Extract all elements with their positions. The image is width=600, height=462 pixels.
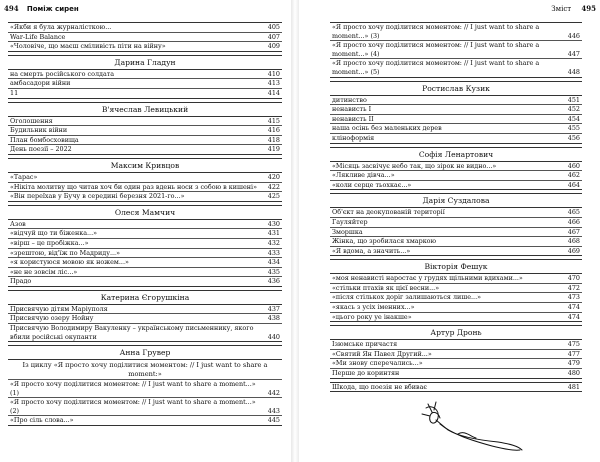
entry-title: кліноформія (332, 133, 375, 142)
entry-title: «Святий Ян Павел Другий...» (332, 349, 432, 358)
entry-page-number: 448 (567, 67, 580, 76)
entry-title: «зрештою, від'їж по Мадриду...» (10, 248, 120, 257)
entry-title: «коли серце тьохкає...» (332, 180, 412, 189)
toc-section (330, 259, 582, 322)
entry-page-number: 414 (267, 88, 280, 97)
toc-entry[interactable] (330, 349, 582, 359)
entry-title: План бомбосховища (10, 135, 79, 144)
entry-page-number: 475 (567, 340, 580, 349)
toc-section (8, 55, 282, 99)
entry-page-number: 413 (267, 79, 280, 88)
entry-title: амбасадори війни (10, 79, 71, 88)
left-running-title: Поміж сирен (26, 5, 79, 13)
entry-title: Присвячую Володимиру Вакуленку – українському письменнику, якого вбили російські окупанти (10, 324, 254, 341)
entry-page-number: 480 (567, 369, 580, 378)
entry-page-number: 455 (567, 124, 580, 133)
entry-page-number: 447 (567, 49, 580, 58)
entry-title: «Ми знову сперечались...» (332, 359, 423, 368)
left-page (0, 0, 290, 462)
author-heading: Олеся Мамчич (8, 206, 282, 220)
entry-title: «Лякливе дівча...» (332, 171, 395, 180)
entry-title: «вірш – це пробіжка...» (10, 238, 89, 247)
toc-section (330, 81, 582, 144)
entry-page-number: 432 (267, 238, 280, 247)
toc-entry[interactable] (8, 88, 282, 98)
toc-entry[interactable] (330, 208, 582, 217)
entry-page-number: 431 (267, 229, 280, 238)
toc-entry[interactable] (330, 340, 582, 349)
entry-title: «Я просто хочу поділитися моментом: // I just want to share a moment...» (1) (10, 380, 256, 397)
entry-page-number: 456 (567, 133, 580, 142)
entry-page-number: 443 (267, 406, 280, 415)
entry-title: Будильник війни (10, 126, 68, 135)
entry-title: «Нікіта молитву що читав хоч би один раз вдень носи з собою в кишені» (10, 182, 257, 191)
entry-page-number: 464 (567, 180, 580, 189)
toc-entry[interactable] (330, 227, 582, 237)
entry-page-number: 481 (567, 382, 580, 391)
entry-page-number: 435 (267, 267, 280, 276)
toc-section (330, 382, 582, 393)
toc-entry[interactable] (8, 117, 282, 126)
toc-entry[interactable] (330, 358, 582, 368)
entry-page-number: 474 (567, 312, 580, 321)
entry-title: «Він переїхав у Бучу в середині березня 2021-го...» (10, 192, 185, 201)
entry-title: Жінка, що зробилася хмаркою (332, 237, 437, 246)
entry-page-number: 410 (267, 69, 280, 78)
entry-title: Шкода, що поезія не вбиває (332, 382, 428, 391)
toc-entry[interactable] (8, 313, 282, 323)
toc-entry[interactable] (8, 173, 282, 182)
entry-title: «я користуюся мовою як ножем...» (10, 258, 129, 267)
toc-entry[interactable] (330, 217, 582, 227)
toc-entry[interactable] (8, 70, 282, 79)
toc-entry[interactable] (8, 144, 282, 154)
entry-page-number: 405 (267, 23, 280, 31)
toc-entry[interactable] (8, 415, 282, 425)
entry-title: «після стількох доріг залишаються лише...» (332, 293, 482, 302)
entry-page-number: 440 (267, 332, 280, 341)
toc-entry[interactable] (330, 114, 582, 124)
entry-page-number: 460 (567, 161, 580, 170)
toc-entry[interactable] (330, 96, 582, 105)
entry-page-number: 433 (267, 248, 280, 257)
entry-page-number: 420 (267, 172, 280, 181)
entry-page-number: 467 (567, 227, 580, 236)
entry-title: Оголошення (10, 116, 53, 125)
toc-entry[interactable] (8, 135, 282, 145)
entry-title: «Я просто хочу поділитися моментом: // I just want to share a moment...» (2) (10, 398, 256, 415)
entry-page-number: 436 (267, 277, 280, 286)
toc-entry[interactable] (8, 228, 282, 238)
toc-entry[interactable] (8, 305, 282, 314)
entry-title: наша осінь без маленьких дерев (332, 124, 442, 133)
author-heading: Дарія Суздалова (330, 194, 582, 208)
entry-page-number: 472 (567, 283, 580, 292)
entry-page-number: 419 (267, 145, 280, 154)
entry-title: Прадо (10, 277, 32, 286)
entry-title: 11 (10, 88, 19, 97)
left-running-head (4, 4, 79, 13)
entry-page-number: 470 (567, 274, 580, 283)
right-toc (330, 22, 582, 395)
entry-page-number: 416 (267, 126, 280, 135)
entry-page-number: 466 (567, 217, 580, 226)
left-toc (8, 22, 282, 429)
toc-section (8, 158, 282, 202)
entry-page-number: 452 (567, 105, 580, 114)
right-running-head (551, 4, 596, 13)
toc-entry[interactable] (330, 383, 582, 392)
toc-entry[interactable] (330, 312, 582, 322)
entry-page-number: 415 (267, 116, 280, 125)
entry-title: День поезії – 2022 (10, 145, 72, 154)
entry-page-number: 474 (567, 303, 580, 312)
toc-entry[interactable] (330, 104, 582, 114)
toc-section (8, 22, 282, 52)
entry-page-number: 468 (567, 237, 580, 246)
entry-title: «Я просто хочу поділитися моментом: // I just want to share a moment...» (4) (332, 41, 540, 58)
entry-page-number: 479 (567, 359, 580, 368)
author-heading: Катерина Єгорушкіна (8, 291, 282, 305)
entry-page-number: 434 (267, 258, 280, 267)
toc-entry[interactable] (8, 397, 282, 415)
entry-title: Гауляйтер (332, 217, 368, 226)
toc-entry[interactable] (8, 78, 282, 88)
toc-section (330, 22, 582, 78)
entry-title: «Місяць засвічує небо так, що зірок не видно...» (332, 161, 497, 170)
toc-entry[interactable] (8, 220, 282, 229)
toc-entry[interactable] (8, 238, 282, 248)
toc-section (330, 325, 582, 378)
entry-page-number: 422 (267, 182, 280, 191)
author-heading: Артур Дронь (330, 326, 582, 340)
entry-title: «Тарас» (10, 172, 38, 181)
entry-title: «Якби я була журналісткою... (10, 23, 112, 31)
entry-title: Зморшка (332, 227, 363, 236)
toc-entry[interactable] (330, 123, 582, 133)
entry-title: «стільки птахів як цієї весни...» (332, 283, 440, 292)
right-page-number: 495 (581, 4, 596, 13)
toc-entry[interactable] (8, 380, 282, 397)
entry-title: «Я вдома, а значить...» (332, 246, 411, 255)
toc-entry[interactable] (330, 162, 582, 171)
entry-page-number: 409 (267, 42, 280, 51)
toc-entry[interactable] (330, 180, 582, 190)
entry-title: «Про сіль слова...» (10, 416, 74, 425)
entry-title: Азов (10, 219, 26, 228)
right-page (300, 0, 600, 462)
entry-page-number: 465 (567, 208, 580, 217)
left-page-number: 494 (4, 4, 19, 13)
toc-section (8, 345, 282, 426)
toc-entry[interactable] (8, 191, 282, 201)
entry-page-number: 446 (567, 31, 580, 40)
author-heading: Анна Грувер (8, 346, 282, 360)
entry-page-number: 418 (267, 135, 280, 144)
toc-entry[interactable] (8, 23, 282, 32)
entry-page-number: 473 (567, 293, 580, 302)
entry-page-number: 477 (567, 349, 580, 358)
toc-entry[interactable] (330, 283, 582, 293)
entry-page-number: 438 (267, 314, 280, 323)
toc-section (8, 102, 282, 155)
entry-title: на смерть російського солдата (10, 69, 115, 78)
entry-page-number: 437 (267, 304, 280, 313)
toc-entry[interactable] (8, 257, 282, 267)
toc-entry[interactable] (330, 236, 582, 246)
entry-page-number: 462 (567, 171, 580, 180)
toc-entry[interactable] (8, 125, 282, 135)
toc-entry[interactable] (330, 302, 582, 312)
entry-title: «моя ненависті наростає у грудях щільними вдихами...» (332, 274, 523, 283)
toc-entry[interactable] (8, 323, 282, 341)
entry-title: War-Life Balance (10, 32, 66, 41)
toc-section (8, 290, 282, 342)
ink-sketch-illustration (418, 400, 528, 456)
entry-page-number: 430 (267, 219, 280, 228)
entry-title: «не не зовсім ліс...» (10, 267, 78, 276)
entry-page-number: 445 (267, 416, 280, 425)
toc-entry[interactable] (8, 182, 282, 192)
entry-title: дитинство (332, 95, 367, 104)
entry-title: Перше до коринтян (332, 369, 400, 378)
author-heading: В'ячеслав Левицький (8, 103, 282, 117)
author-heading: Ростислав Кузик (330, 82, 582, 96)
entry-title: «цього року уе інакше» (332, 312, 412, 321)
entry-title: «відчуй що ти біженка...» (10, 229, 98, 238)
toc-entry[interactable] (8, 276, 282, 286)
toc-entry[interactable] (330, 23, 582, 40)
entry-title: ненависть I (332, 105, 372, 114)
cycle-subheading: Із циклу «Я просто хочу поділитися моментом: // I just want to share a moment:» (8, 360, 282, 380)
toc-entry[interactable] (330, 58, 582, 76)
toc-entry[interactable] (330, 40, 582, 58)
toc-entry[interactable] (8, 267, 282, 277)
toc-entry[interactable] (330, 170, 582, 180)
entry-page-number: 407 (267, 32, 280, 41)
entry-title: «Я просто хочу поділитися моментом: // I just want to share a moment...» (3) (332, 23, 540, 40)
toc-entry[interactable] (330, 368, 582, 378)
entry-page-number: 451 (567, 95, 580, 104)
author-heading: Вікторія Фешук (330, 260, 582, 274)
toc-entry[interactable] (330, 274, 582, 283)
toc-entry[interactable] (8, 32, 282, 42)
entry-page-number: 454 (567, 114, 580, 123)
toc-entry[interactable] (330, 292, 582, 302)
entry-title: Ізюмське причастя (332, 340, 398, 349)
author-heading: Максим Кривцов (8, 159, 282, 173)
toc-entry[interactable] (8, 41, 282, 51)
entry-title: «Чоловіче, що маєш сміливість піти на війну» (10, 42, 166, 51)
book-gutter (291, 0, 299, 462)
entry-page-number: 442 (267, 388, 280, 397)
author-heading: Дарина Гладун (8, 56, 282, 70)
right-running-title: Зміст (551, 5, 572, 13)
toc-entry[interactable] (330, 246, 582, 256)
entry-title: Присвячую озеру Нойну (10, 314, 94, 323)
entry-page-number: 469 (567, 246, 580, 255)
entry-title: «Я просто хочу поділитися моментом: // I just want to share a moment...» (5) (332, 59, 540, 76)
entry-title: Об'єкт на деокупованій території (332, 208, 445, 217)
toc-section (8, 205, 282, 287)
toc-section (330, 193, 582, 256)
entry-title: «якась з усіх іменних...» (332, 303, 415, 312)
entry-title: Присвячую дітям Маріуполя (10, 304, 108, 313)
toc-entry[interactable] (330, 133, 582, 143)
entry-title: ненависть II (332, 114, 374, 123)
entry-page-number: 425 (267, 192, 280, 201)
toc-entry[interactable] (8, 248, 282, 258)
author-heading: Софія Ленартович (330, 148, 582, 162)
toc-section (330, 147, 582, 191)
